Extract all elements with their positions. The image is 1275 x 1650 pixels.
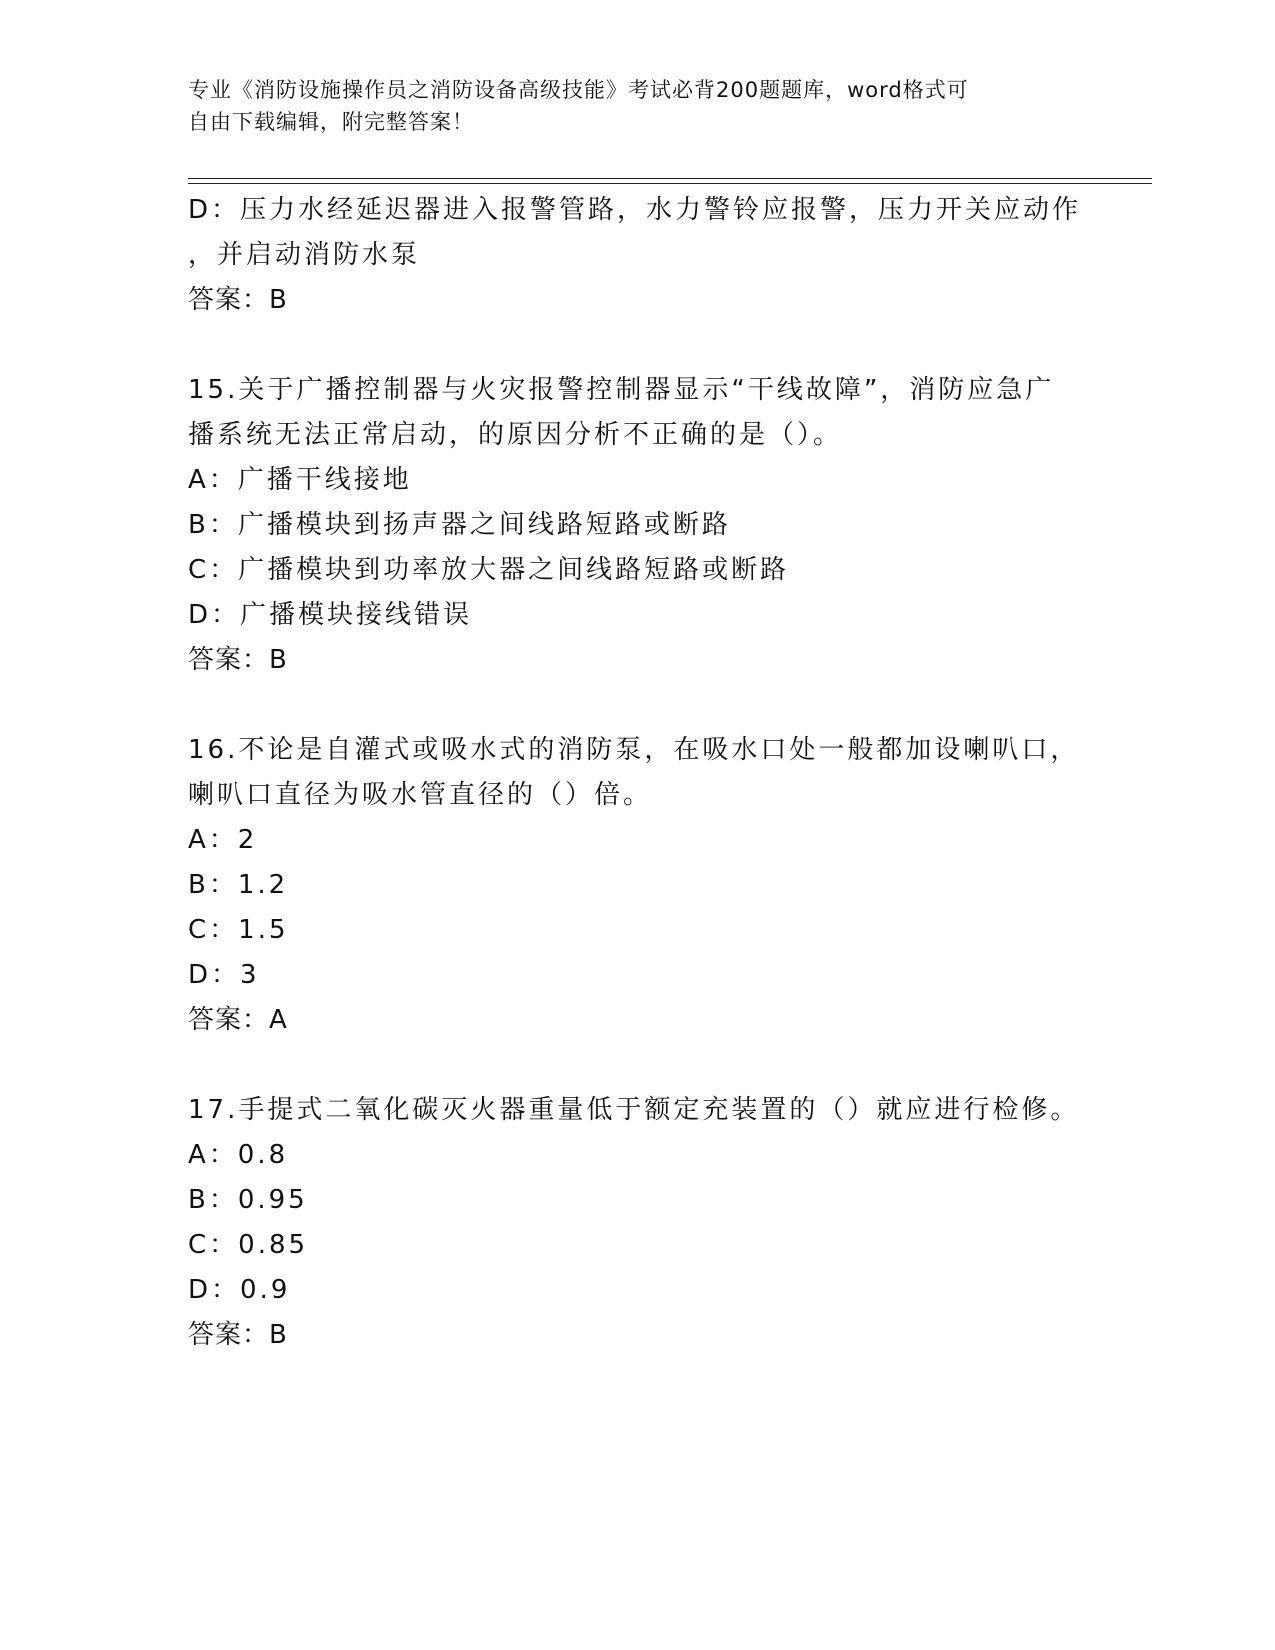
option-b: B：广播模块到扬声器之间线路短路或断路 — [188, 510, 731, 540]
option-b: B：0.95 — [188, 1185, 308, 1215]
option-c: C：0.85 — [188, 1230, 309, 1260]
spacer — [188, 1043, 1088, 1088]
answer-line: 答案：A — [188, 1005, 288, 1035]
answer-line: 答案：B — [188, 285, 288, 315]
previous-question-tail — [188, 188, 1088, 323]
question-stem-line-2: 喇叭口直径为吸水管直径的（）倍。 — [188, 780, 653, 810]
question-stem-line-1: 17.手提式二氧化碳灭火器重量低于额定充装置的（）就应进行检修。 — [188, 1095, 1080, 1125]
option-d: D：0.9 — [188, 1275, 291, 1305]
option-c: C：广播模块到功率放大器之间线路短路或断路 — [188, 555, 790, 585]
option-d: D：广播模块接线错误 — [188, 600, 473, 630]
question-15 — [188, 368, 1088, 683]
question-16 — [188, 728, 1088, 1043]
option-d: D：3 — [188, 960, 260, 990]
option-a: A：2 — [188, 825, 258, 855]
option-a: A：广播干线接地 — [188, 465, 412, 495]
header-divider-top — [188, 178, 1152, 179]
option-d-line-2: ，并启动消防水泵 — [188, 240, 421, 270]
question-stem-line-2: 播系统无法正常启动，的原因分析不正确的是（）。 — [188, 420, 843, 450]
header-title-line-1: 专业《消防设施操作员之消防设备高级技能》考试必背200题题库，word格式可 — [188, 78, 969, 102]
answer-line: 答案：B — [188, 645, 288, 675]
question-stem-line-1: 16.不论是自灌式或吸水式的消防泵，在吸水口处一般都加设喇叭口， — [188, 735, 1080, 765]
document-header — [188, 74, 1068, 138]
question-list — [188, 188, 1088, 1358]
answer-line: 答案：B — [188, 1320, 288, 1350]
header-divider-bottom — [188, 183, 1152, 184]
option-c: C：1.5 — [188, 915, 289, 945]
question-stem-line-1: 15.关于广播控制器与火灾报警控制器显示“干线故障”，消防应急广 — [188, 375, 1055, 405]
option-a: A：0.8 — [188, 1140, 289, 1170]
question-17 — [188, 1088, 1088, 1358]
spacer — [188, 323, 1088, 368]
spacer — [188, 683, 1088, 728]
header-title-line-2: 自由下载编辑，附完整答案！ — [188, 110, 474, 134]
option-d-line-1: D：压力水经延迟器进入报警管路，水力警铃应报警，压力开关应动作 — [188, 195, 1082, 225]
option-b: B：1.2 — [188, 870, 289, 900]
